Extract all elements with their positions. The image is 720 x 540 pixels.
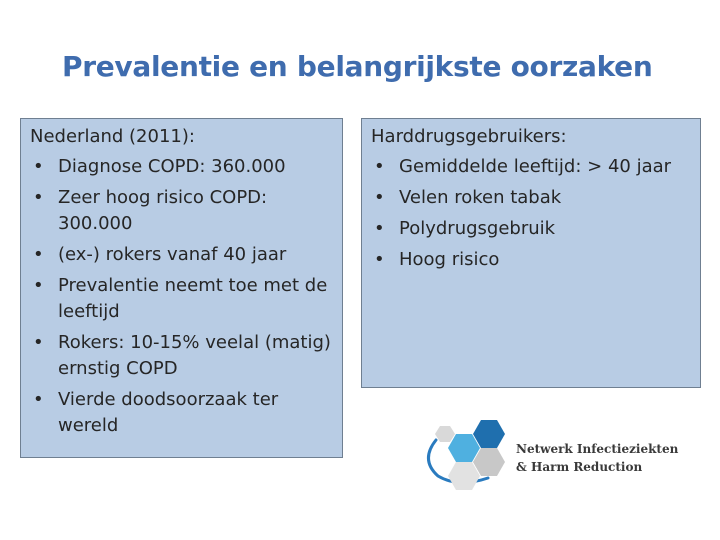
bullet-icon: • xyxy=(33,275,44,296)
logo-text-line1: Netwerk Infectieziekten xyxy=(516,442,679,456)
bullet-icon: • xyxy=(33,332,44,353)
list-item xyxy=(371,247,694,273)
list-item xyxy=(30,154,336,180)
harddrug-users-heading: Harddrugsgebruikers: xyxy=(371,126,567,147)
netherlands-box xyxy=(20,118,343,458)
list-item-text: Polydrugsgebruik xyxy=(399,218,556,239)
bullet-icon: • xyxy=(33,389,44,410)
logo-text-line2: & Harm Reduction xyxy=(516,460,643,474)
bullet-icon: • xyxy=(374,156,385,177)
harddrug-users-list xyxy=(371,154,694,273)
list-item xyxy=(30,242,336,268)
list-item-text: Velen roken tabak xyxy=(399,187,562,208)
bullet-icon: • xyxy=(33,187,44,208)
list-item-text: Rokers: 10-15% veelal (matig) ernstig COPD xyxy=(58,332,331,379)
list-item xyxy=(371,185,694,211)
list-item xyxy=(30,330,336,382)
list-item-text: Vierde doodsoorzaak ter wereld xyxy=(58,389,279,436)
bullet-icon: • xyxy=(33,244,44,265)
list-item-text: (ex-) rokers vanaf 40 jaar xyxy=(58,244,287,265)
list-item xyxy=(371,154,694,180)
list-item-text: Prevalentie neemt toe met de leeftijd xyxy=(58,275,328,322)
list-item xyxy=(371,216,694,242)
bullet-icon: • xyxy=(374,187,385,208)
list-item-text: Hoog risico xyxy=(399,249,500,270)
logo-hexagon-grey xyxy=(473,448,505,476)
bullet-icon: • xyxy=(374,218,385,239)
bullet-icon: • xyxy=(374,249,385,270)
slide-title: Prevalentie en belangrijkste oorzaken xyxy=(62,50,653,83)
harddrug-users-box xyxy=(361,118,701,388)
bullet-icon: • xyxy=(33,156,44,177)
logo-hexagon-light xyxy=(448,434,480,462)
list-item-text: Gemiddelde leeftijd: > 40 jaar xyxy=(399,156,672,177)
netherlands-list xyxy=(30,154,336,439)
list-item-text: Diagnose COPD: 360.000 xyxy=(58,156,286,177)
logo-text xyxy=(516,440,678,476)
list-item-text: Zeer hoog risico COPD: 300.000 xyxy=(58,187,268,234)
logo-hexagon-grey-left xyxy=(448,462,480,490)
list-item xyxy=(30,273,336,325)
logo-hexagon-dark xyxy=(473,420,505,448)
list-item xyxy=(30,387,336,439)
list-item xyxy=(30,185,336,237)
netherlands-heading: Nederland (2011): xyxy=(30,126,195,147)
logo-hexagon-grey-small xyxy=(435,426,455,442)
